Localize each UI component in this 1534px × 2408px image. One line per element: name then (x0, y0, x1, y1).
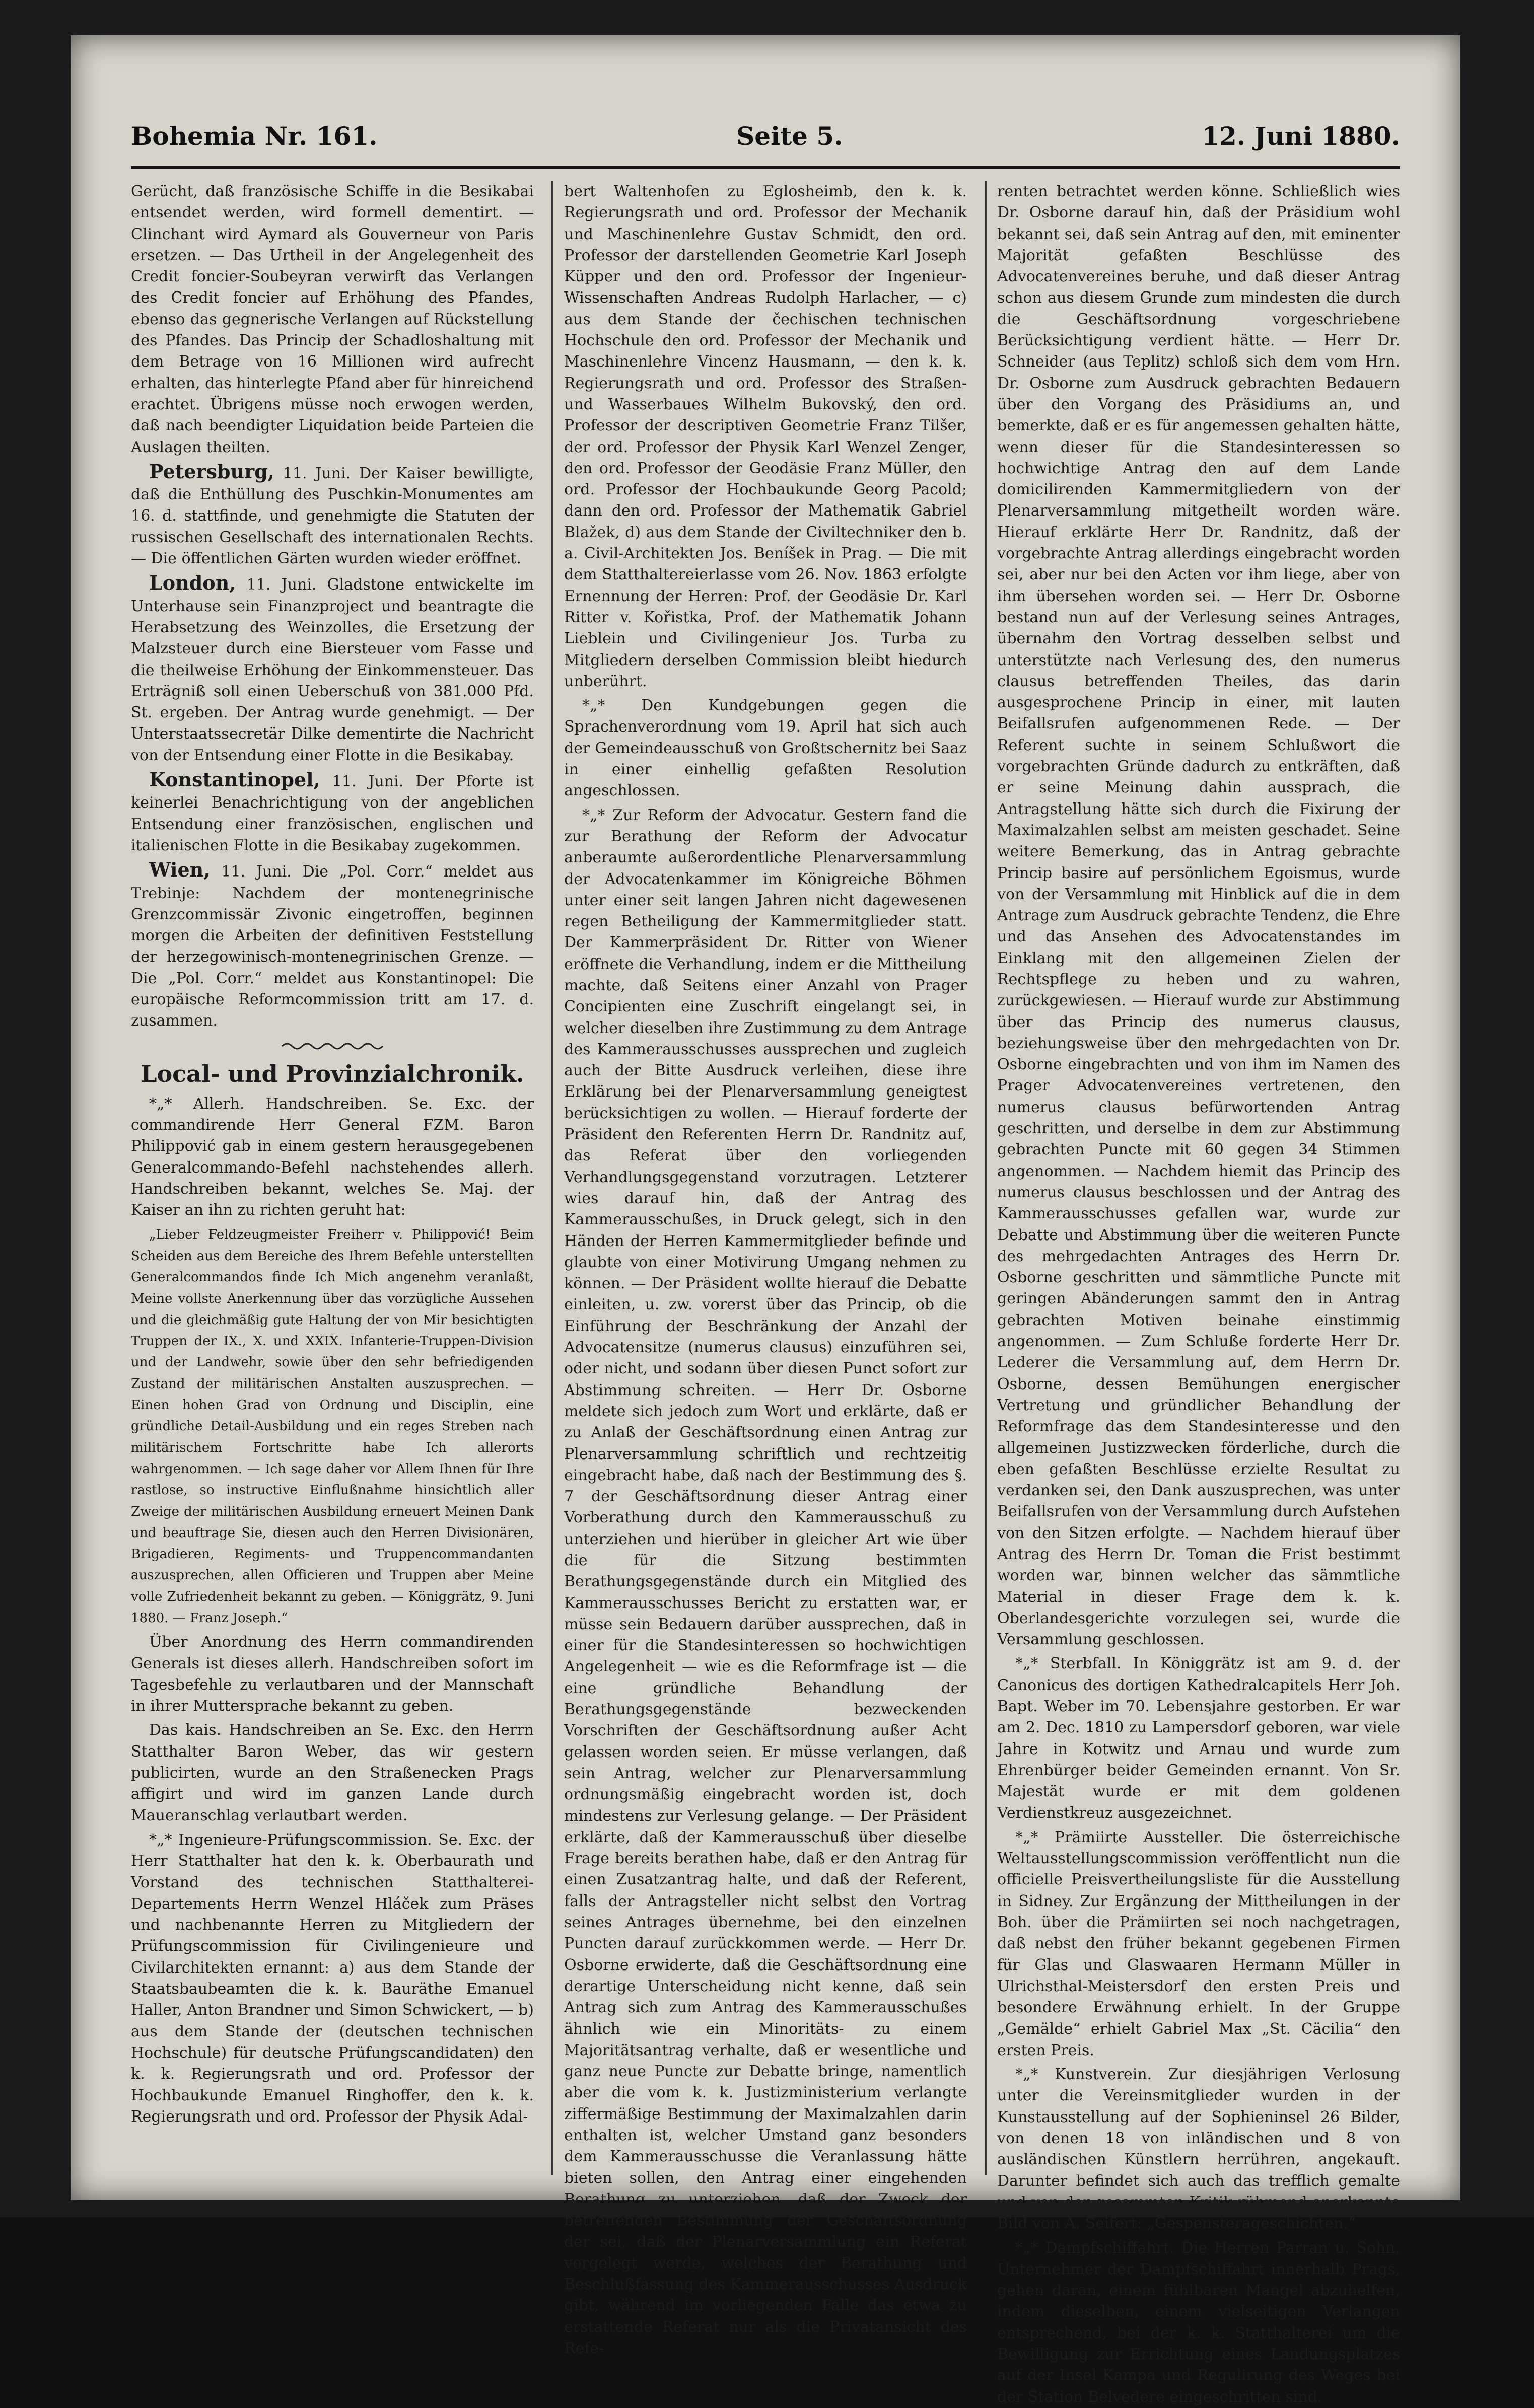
article-paragraph: *„* Den Kundgebungen gegen die Sprachenverordnung vom 19. April hat sich auch der Gemeindeausschuß von Großtschernitz bei Saaz in einer einhellig gefaßten Resolution angeschlossen. (564, 697, 967, 800)
issue-date: 12. Juni 1880. (1202, 121, 1400, 151)
column-rule (551, 181, 553, 2175)
page-header (131, 106, 1400, 169)
article-paragraph: *„* Kunstverein. Zur diesjährigen Verlosung unter die Vereinsmitglieder wurden in der Kunstausstellung auf der Sophieninsel 26 Bilder, von denen 18 von inländischen und 8 von ausländischen Künstlern herrühren, angekauft. Darunter befindet sich auch das trefflich gemalte und von der gesammten Kritik rühmend anerkannte Bild von A. Seifert: „Gespensterageschichten.“ (997, 2066, 1400, 2233)
article-paragraph: Gerücht, daß französische Schiffe in die Besikabai entsendet werden, wird formell dementirt. — Clinchant wird Aymard als Gouverneur von Paris ersetzen. — Das Urtheil in der Angelegenheit des Credit foncier-Soubeyran verwirft das Verlangen des Credit foncier auf Erhöhung des Pfandes, ebenso das gegnerische Verlangen auf Rückstellung des Pfandes. Das Princip der Schadloshaltung mit dem Betrage von 16 Millionen wird aufrecht erhalten, das hinterlegte Pfand aber für hinreichend erachtet. Übrigens müsse noch erwogen werden, daß nach beendigter Liquidation beide Parteien die Auslagen theilten. (131, 183, 534, 456)
dateline: Wien, (149, 858, 211, 882)
paper-issue: Bohemia Nr. 161. (131, 121, 378, 151)
article-paragraph: *„* Prämiirte Aussteller. Die österreichische Weltausstellungscommission veröffentlicht nun die officielle Preisvertheilungsliste für die Ausstellung in Sidney. Zur Ergänzung der Mittheilungen in der Boh. über die Prämiirten sei noch nachgetragen, daß nebst den früher bekannt gegebenen Firmen für Glas und Glaswaaren Hermann Müller in Ulrichsthal-Meistersdorf den ersten Preis und besondere Erwähnung erhielt. In der Gruppe „Gemälde“ erhielt Gabriel Max „St. Cäcilia“ den ersten Preis. (997, 1828, 1400, 2059)
page-number: Seite 5. (736, 121, 843, 151)
paper-sheet (71, 35, 1460, 2406)
dateline: London, (149, 571, 236, 595)
column-rule (985, 181, 987, 2175)
column-2 (564, 181, 967, 2357)
news-item (131, 859, 534, 1032)
quoted-letter: „Lieber Feldzeugmeister Freiherr v. Philippović! Beim Scheiden aus dem Bereiche des Ihrem Befehle unterstellten Generalcommandos finde Ich Mich angenehm veranlaßt, Meine vollste Anerkennung über das vorzügliche Aussehen und die gleichmäßig gute Haltung der von Mir besichtigten Truppen der IX., X. und XXIX. Infanterie-Truppen-Division und der Landwehr, sowie über den sehr befriedigenden Zustand der militärischen Anstalten auszusprechen. — Einen hohen Grad von Ordnung und Disciplin, eine gründliche Detail-Ausbildung und ein reges Streben nach militärischem Fortschritte habe Ich allerorts wahrgenommen. — Ich sage daher vor Allem Ihnen für Ihre rastlose, so instructive Einflußnahme hinsichtlich aller Zweige der militärischen Ausbildung erneuert Meinen Dank und beauftrage Sie, diesen auch den Herren Divisionären, Brigadieren, Regiments- und Truppencommandanten auszusprechen, allen Officieren und Truppen aber Meine volle Zufriedenheit bekannt zu geben. — Königgrätz, 9. Juni 1880. — Franz Joseph.“ (131, 1227, 534, 1626)
news-text: 11. Juni. Gladstone entwickelte im Unterhause sein Finanzproject und beantragte die Herabsetzung des Weinzolles, die Ersetzung der Malzsteuer durch eine Biersteuer vom Fasse und die theilweise Erhöhung der Einkommensteuer. Das Erträgniß soll einen Ueberschuß von 381.000 Pfd. St. ergeben. Der Antrag wurde genehmigt. — Der Unterstaatssecretär Dilke dementirte die Nachricht von der Entsendung einer Flotte in die Besikabay. (131, 576, 534, 764)
wavy-divider (131, 1037, 534, 1052)
news-item (131, 572, 534, 766)
section-title: Local- und Provinzialchronik. (141, 1060, 524, 1087)
column-1 (131, 181, 534, 2175)
article-paragraph: *„* Sterbfall. In Königgrätz ist am 9. d. der Canonicus des dortigen Kathedralcapitels Herr Joh. Bapt. Weber im 70. Lebensjahre gestorben. Er war am 2. Dec. 1810 zu Lampersdorf geboren, war viele Jahre in Kotwitz und Arnau und wurde zum Ehrenbürger beider Gemeinden ernannt. Von Sr. Majestät wurde er mit dem goldenen Verdienstkreuz ausgezeichnet. (997, 1655, 1400, 1822)
article-paragraph: *„* Ingenieure-Prüfungscommission. Se. Exc. der Herr Statthalter hat den k. k. Oberbaurath und Vorstand des technischen Statthalterei-Departements Herrn Wenzel Hláček zum Präses und nachbenannte Herren zu Mitgliedern der Prüfungscommission für Civilingenieure und Civilarchitekten ernannt: a) aus dem Stande der Staatsbaubeamten die k. k. Bauräthe Emanuel Haller, Anton Brandner und Simon Schwickert, — b) aus dem Stande der (deutschen technischen Hochschule) für deutsche Prüfungscandidaten) den k. k. Regierungsrath und ord. Professor der Hochbaukunde Emanuel Ringhoffer, den k. k. Regierungsrath und ord. Professor der Physik Adal- (131, 1831, 534, 2126)
dateline: Petersburg, (149, 460, 274, 483)
article-paragraph: Über Anordnung des Herrn commandirenden Generals ist dieses allerh. Handschreiben sofort im Tagesbefehle zu verlautbaren und der Mannschaft in ihrer Muttersprache bekannt zu geben. (131, 1633, 534, 1715)
news-text: 11. Juni. Der Pforte ist keinerlei Benachrichtigung von der angeblichen Entsendung einer französischen, englischen und italienischen Flotte in die Besikabay zugekommen. (131, 773, 534, 854)
news-item (131, 461, 534, 569)
column-3 (997, 181, 1400, 2406)
news-text: 11. Juni. Der Kaiser bewilligte, daß die Enthüllung des Puschkin-Monumentes am 16. d. stattfinde, und genehmigte die Statuten der russischen Gesellschaft des internationalen Rechts. — Die öffentlichen Gärten wurden wieder eröffnet. (131, 464, 534, 568)
dateline: Konstantinopel, (149, 768, 320, 791)
article-paragraph: Das kais. Handschreiben an Se. Exc. den Herrn Statthalter Baron Weber, das wir gestern publicirten, wurde an den Straßenecken Prags affigirt und wird im ganzen Lande durch Maueranschlag verlautbart werden. (131, 1721, 534, 1825)
article-paragraph: *„* Dampfschiffahrt. Die Herren Parran u. Sohn, Unternehmer der Dampfschiffahrt innerhalb Prags, gehen daran, einem fühlbaren Mangel abzuhelfen, indem dieselben, einem vielseitigen Verlangen entsprechend, bei der k. k. Statthalterei um die Bewilligung zur Errichtung eines Landungsplatzes auf der Insel Kampa und Regulirung des Weges bei der Station Belvedere eingeschritten sind. (997, 2239, 1400, 2406)
article-paragraph: renten betrachtet werden könne. Schließlich wies Dr. Osborne darauf hin, daß der Präsidium wohl bekannt sei, daß sein Antrag auf den, mit eminenter Majorität gefaßten Beschlüsse des Advocatenvereines beruhe, und daß dieser Antrag schon aus diesem Grunde zum mindesten die durch die Geschäftsordnung vorgeschriebene Berücksichtigung verdient hätte. — Herr Dr. Schneider (aus Teplitz) schloß sich dem vom Hrn. Dr. Osborne zum Ausdruck gebrachten Bedauern über den Vorgang des Präsidiums an, und bemerkte, daß er es für angemessen gehalten hätte, wenn dieser für die Standesinteressen so hochwichtige Antrag den auf dem Lande domicilirenden Kammermitgliedern von der Plenarversammlung mitgetheilt worden wäre. Hierauf erklärte Herr Dr. Randnitz, daß der vorgebrachte Antrag allerdings eingebracht worden sei, aber nur bei den Acten vor ihm liege, aber von ihm übersehen worden sei. — Herr Dr. Osborne bestand nun auf der Verlesung seines Antrages, übernahm den Vortrag desselben selbst und unterstützte nach Verlesung des, den numerus clausus betreffenden Theiles, das darin ausgesprochene Princip in einer, mit lauten Beifallsrufen aufgenommenen Rede. — Der Referent suchte in seinem Schlußwort die vorgebrachten Gründe dadurch zu entkräften, daß er seine Meinung dahin aussprach, die Antragstellung hätte sich durch die Fixirung der Maximalzahlen selbst am meisten geschadet. Seine weitere Bemerkung, das in Antrag gebrachte Princip basire auf persönlichem Egoismus, wurde von der Versammlung mit Hinblick auf die in dem Antrage zum Ausdruck gebrachte Tendenz, die Ehre und das Ansehen des Advocatenstandes im Einklang mit den allgemeinen Zielen der Rechtspflege zu heben und zu wahren, zurückgewiesen. — Hierauf wurde zur Abstimmung über das Princip des numerus clausus, beziehungsweise über den mehrgedachten von Dr. Osborne eingebrachten und von ihm im Namen des Prager Advocatenvereines vertretenen, den numerus clausus befürwortenden Antrag geschritten, und derselbe in dem zur Abstimmung gebrachten Puncte mit 60 gegen 34 Stimmen angenommen. — Nachdem hiemit das Princip des numerus clausus beschlossen und der Antrag des Kammerausschusses gefallen war, wurde zur Debatte und Abstimmung über die weiteren Puncte des mehrgedachten Antrages des Herrn Dr. Osborne geschritten und sämmtliche Puncte mit geringen Abänderungen sammt den in Antrag gebrachten Motiven beinahe einstimmig angenommen. — Zum Schluße forderte Herr Dr. Lederer die Versammlung auf, dem Herrn Dr. Osborne, dessen Bemühungen energischer Vertretung und gründlicher Behandlung der Reformfrage das dem Standesinteresse und den allgemeinen Justizzwecken förderliche, durch die eben gefaßten Beschlüsse erzielte Resultat zu verdanken sei, den Dank auszusprechen, was unter Beifallsrufen von der Versammlung durch Aufstehen von den Sitzen erfolgte. — Nachdem hierauf über Antrag des Herrn Dr. Toman die Frist bestimmt worden war, binnen welcher das sämmtliche Material in dieser Frage dem k. k. Oberlandesgerichte vorzulegen sei, wurde die Versammlung geschlossen. (997, 183, 1400, 1649)
article-paragraph: *„* Allerh. Handschreiben. Se. Exc. der commandirende Herr General FZM. Baron Philippović gab in einem gestern herausgegebenen Generalcommando-Befehl nachstehendes allerh. Handschreiben bekannt, welches Se. Maj. der Kaiser an ihn zu richten geruht hat: (131, 1094, 534, 1219)
news-item (131, 769, 534, 856)
article-paragraph: *„* Zur Reform der Advocatur. Gestern fand die zur Berathung der Reform der Advocatur anberaumte außerordentliche Plenarversammlung der Advocatenkammer im Königreiche Böhmen unter einer seit langen Jahren nicht dagewesenen regen Betheiligung der Kammermitglieder statt. Der Kammerpräsident Dr. Ritter von Wiener eröffnete die Verhandlung, indem er die Mittheilung machte, daß Seitens einer Anzahl von Prager Concipienten eine Zuschrift eingelangt sei, in welcher dieselben ihre Zustimmung zu dem Antrage des Kammerausschusses aussprechen und zugleich auch der Bitte Ausdruck verleihen, diese ihre Erklärung bei der Plenarversammlung geneigtest berücksichtigen zu wollen. — Hierauf forderte der Präsident den Referenten Herrn Dr. Randnitz auf, das Referat über den vorliegenden Verhandlungsgegenstand vorzutragen. Letzterer wies darauf hin, daß der Antrag des Kammerausschußes, in Druck gelegt, sich in den Händen der Herren Kammermitglieder befinde und glaubte von einer Motivirung Umgang nehmen zu können. — Der Präsident wollte hierauf die Debatte einleiten, u. zw. vorerst über das Princip, ob die Einführung der Beschränkung der Anzahl der Advocatensitze (numerus clausus) einzuführen sei, oder nicht, und sodann über diesen Punct sofort zur Abstimmung schreiten. — Herr Dr. Osborne meldete sich jedoch zum Wort und erklärte, daß er zu Anlaß der Geschäftsordnung einen Antrag zur Plenarversammlung schriftlich und rechtzeitig eingebracht habe, daß nach der Bestimmung des §. 7 der Geschäftsordnung dieser Antrag einer Vorberathung durch den Kammerausschuß zu unterziehen und hierüber in gleicher Art wie über die für die Sitzung bestimmten Berathungsgegenstände durch ein Mitglied des Kammerausschusses Bericht zu erstatten war, er müsse sein Bedauern darüber aussprechen, daß in einer für die Standesinteressen so hochwichtigen Angelegenheit — wie es die Reformfrage ist — die eine gründliche Behandlung der Berathungsgegenstände bezweckenden Vorschriften der Geschäftsordnung außer Acht gelassen worden seien. Er müsse verlangen, daß sein Antrag, welcher zur Plenarversammlung ordnungsmäßig eingebracht worden ist, doch mindestens zur Verlesung gelange. — Der Präsident erklärte, daß der Kammerausschuß über dieselbe Frage bereits berathen habe, daß er den Antrag für einen Zusatzantrag halte, und daß der Referent, falls der Antragsteller nicht selbst den Vortrag seines Antrages übernehme, bei den einzelnen Puncten darauf zurückkommen werde. — Herr Dr. Osborne erwiderte, daß die Geschäftsordnung eine derartige Unterscheidung nicht kenne, daß sein Antrag sich zum Antrag des Kammerausschußes ähnlich wie ein Minoritäts- zu einem Majoritätsantrag verhalte, daß er wesentliche und ganz neue Puncte zur Debatte bringe, namentlich aber die vom k. k. Justizministerium verlangte ziffermäßige Bestimmung der Maximalzahlen darin enthalten ist, welcher Umstand ganz besonders dem Kammerausschusse die Veranlassung hätte bieten sollen, den Antrag einer eingehenden Berathung zu unterziehen, daß der Zweck der betreffenden Bestimmung der Geschäftsordnung der sei, daß der Plenarversammlung ein Referat vorgelegt werde, welches der Berathung und Beschlußfassung des Kammerausschusses Ausdruck gibt, während im vorliegenden Falle das etwa zu erstattende Referat nur als die Privatansicht des Refe- (564, 806, 967, 2357)
article-paragraph: bert Waltenhofen zu Eglosheimb, den k. k. Regierungsrath und ord. Professor der Mechanik und Maschinenlehre Gustav Schmidt, den ord. Professor der darstellenden Geometrie Karl Joseph Küpper und den ord. Professor der Ingenieur-Wissenschaften Andreas Rudolph Harlacher, — c) aus dem Stande der čechischen technischen Hochschule den ord. Professor der Mechanik und Maschinenlehre Vincenz Hausmann, — den k. k. Regierungsrath und ord. Professor des Straßen- und Wasserbaues Wilhelm Bukovský, den ord. Professor der descriptiven Geometrie Franz Tilšer, der ord. Professor der Physik Karl Wenzel Zenger, den ord. Professor der Geodäsie Franz Müller, den ord. Professor der Hochbaukunde Georg Pacold; dann den ord. Professor der Mathematik Gabriel Blažek, d) aus dem Stande der Civiltechniker den b. a. Civil-Architekten Jos. Beníšek in Prag. — Die mit dem Statthaltereierlasse vom 26. Nov. 1863 erfolgte Ernennung der Herren: Prof. der Geodäsie Dr. Karl Ritter v. Kořistka, Prof. der Mathematik Johann Lieblein und Civilingenieur Jos. Turba zu Mitgliedern derselben Commission bleibt hiedurch unberührt. (564, 183, 967, 690)
news-text: 11. Juni. Die „Pol. Corr.“ meldet aus Trebinje: Nachdem der montenegrinische Grenzcommissär Zivonic eingetroffen, beginnen morgen die Arbeiten der definitiven Feststellung der herzegowinisch-montenegrinischen Grenze. — Die „Pol. Corr.“ meldet aus Konstantinopel: Die europäische Reformcommission tritt am 17. d. zusammen. (131, 863, 534, 1030)
